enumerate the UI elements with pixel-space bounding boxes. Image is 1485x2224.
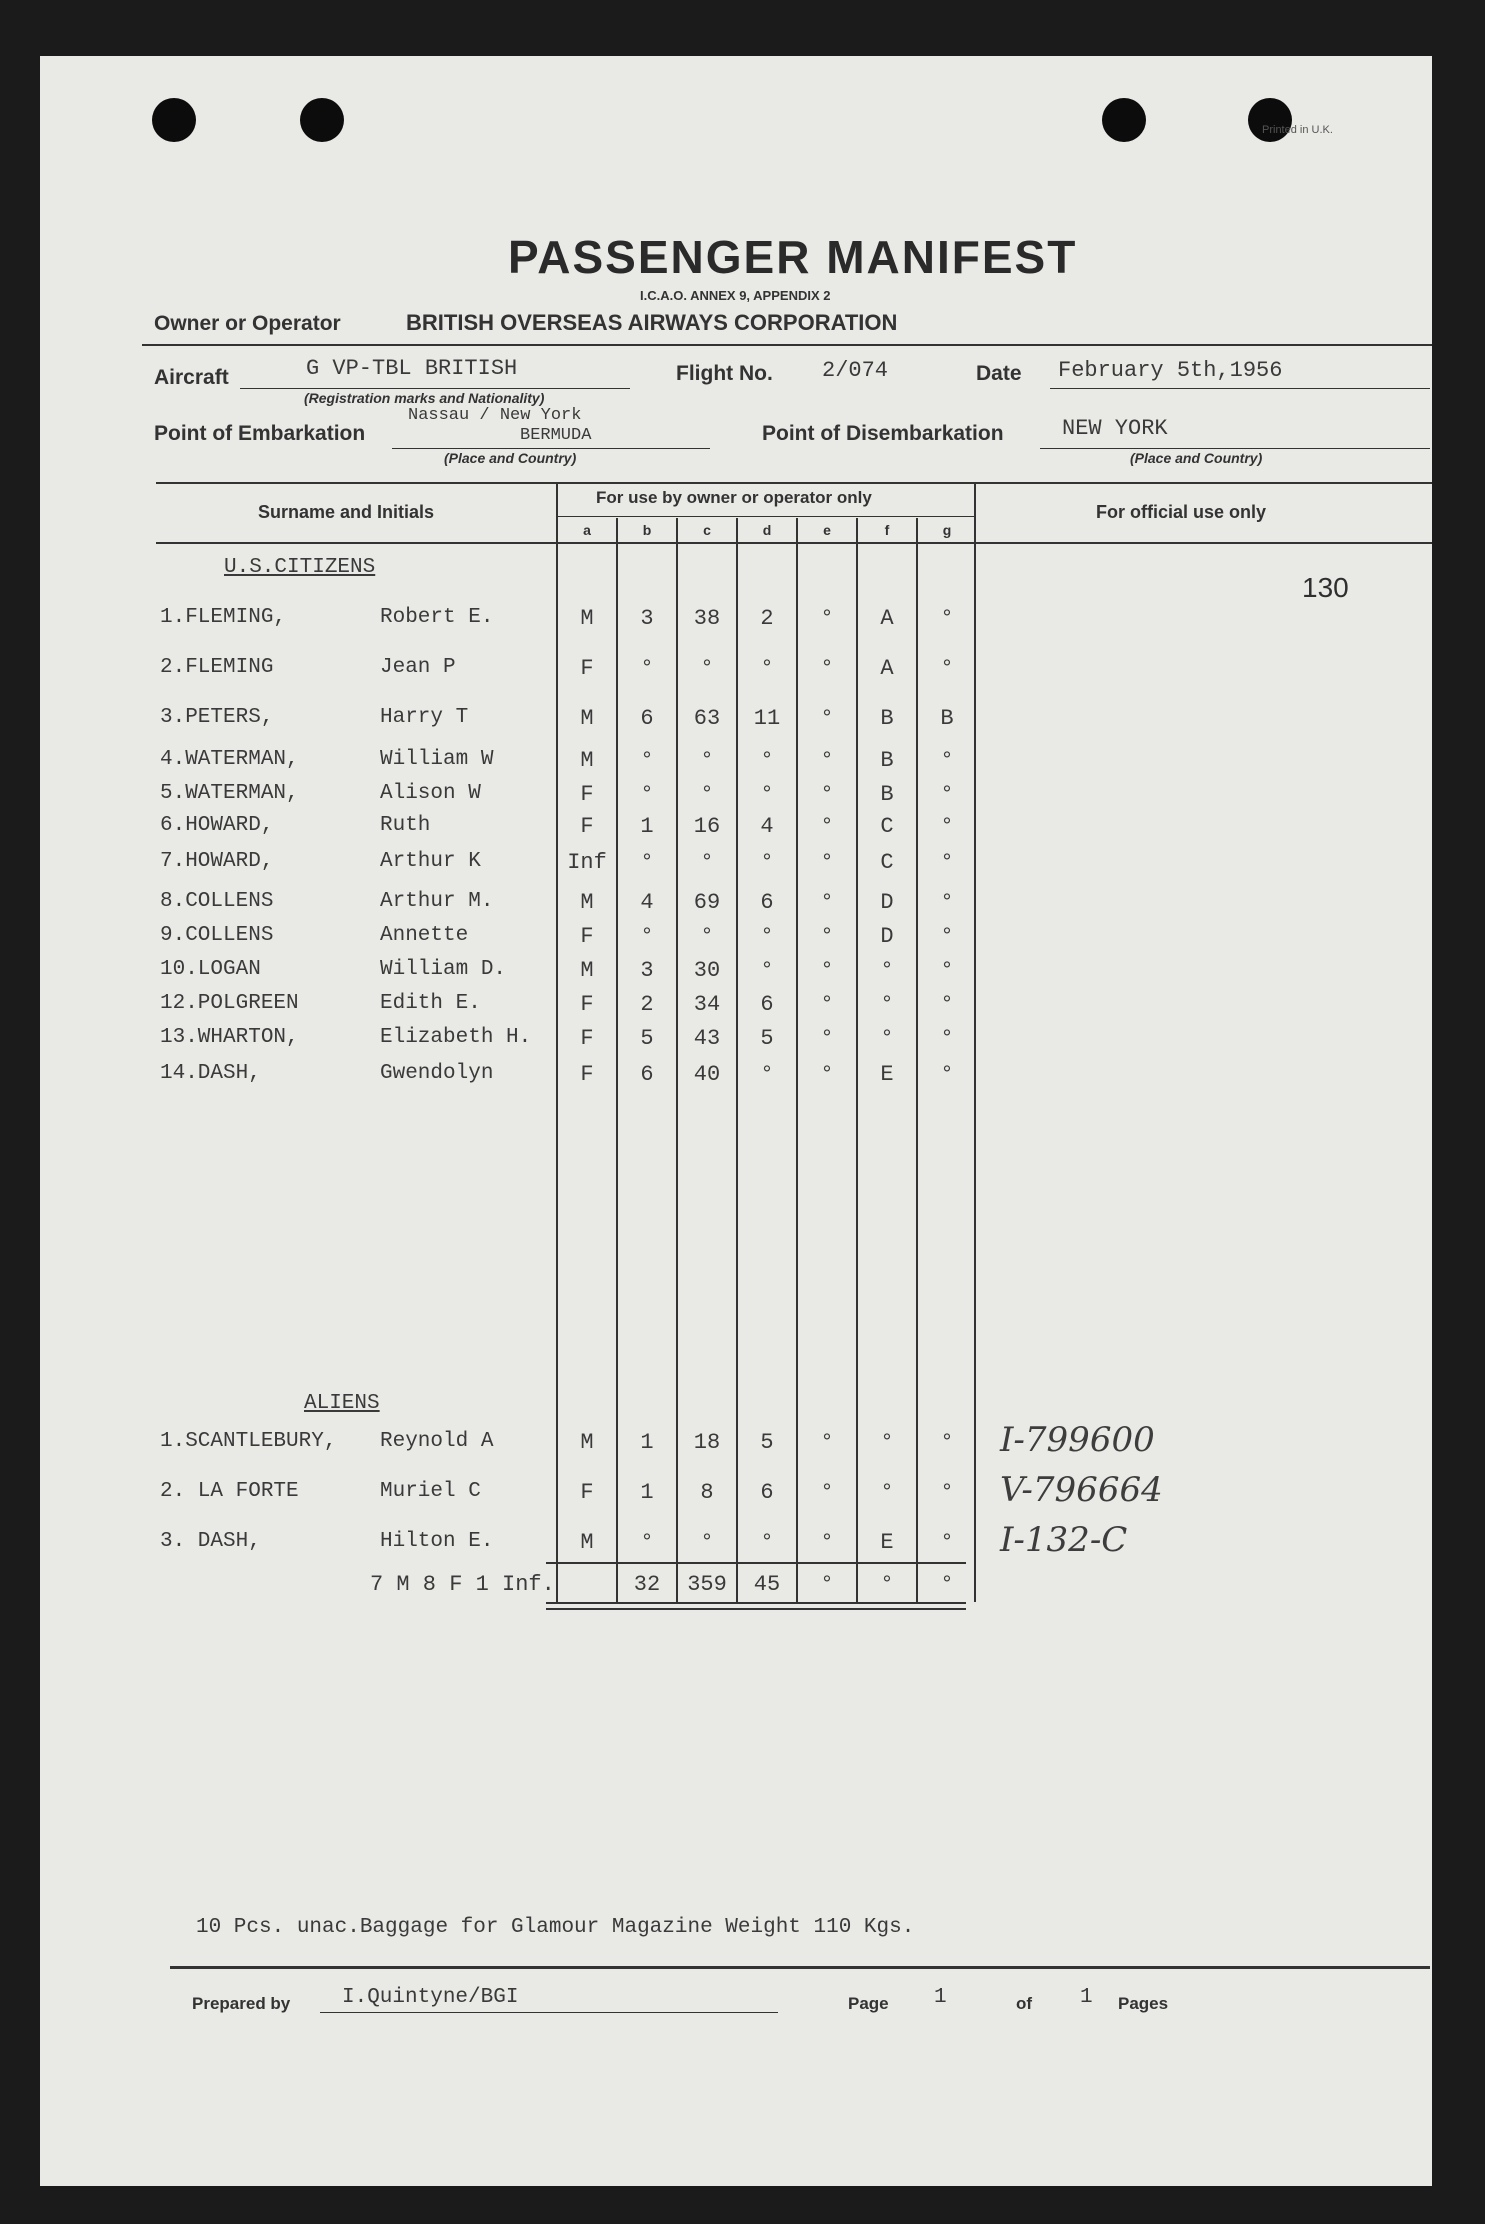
cell-col-a: F (580, 1026, 594, 1051)
cell-col-e: ° (820, 924, 834, 949)
cell-col-e: ° (820, 1062, 834, 1087)
cell-col-g: ° (940, 1026, 954, 1051)
cell-col-b: ° (640, 924, 654, 949)
totals-label: 7 M 8 F 1 Inf. (370, 1572, 555, 1597)
cell-col-f: ° (880, 1480, 894, 1505)
col-g-header: g (942, 522, 952, 538)
cell-col-b: 3 (640, 606, 654, 631)
cell-col-a: M (580, 606, 594, 631)
page-label: Page (848, 1994, 889, 2013)
official-number: 130 (1302, 572, 1349, 603)
col-b-header: b (642, 522, 652, 538)
prepared-value: I.Quintyne/BGI (342, 1986, 519, 2009)
passenger-surname: 10.LOGAN (160, 958, 261, 981)
cell-col-g: ° (940, 924, 954, 949)
cell-col-f: B (880, 748, 894, 773)
cell-col-d: ° (760, 782, 774, 807)
cell-col-b: 4 (640, 890, 654, 915)
cell-col-c: ° (700, 1530, 714, 1555)
passenger-surname: 1.SCANTLEBURY, (160, 1430, 337, 1453)
aircraft-label: Aircraft (154, 366, 229, 389)
col-c-header: c (703, 522, 711, 538)
col-a-header: a (583, 522, 591, 538)
cell-col-g: ° (940, 1480, 954, 1505)
official-handwritten-number: I-132-C (1000, 1520, 1128, 1560)
passenger-surname: 13.WHARTON, (160, 1026, 299, 1049)
cell-col-e: ° (820, 890, 834, 915)
cell-col-d: 2 (760, 606, 774, 631)
cell-col-f: B (880, 706, 894, 731)
passenger-given-name: Hilton E. (380, 1530, 494, 1553)
page-subtitle: I.C.A.O. ANNEX 9, APPENDIX 2 (640, 288, 831, 303)
cell-col-e: ° (820, 606, 834, 631)
passenger-given-name: Alison W (380, 782, 481, 805)
col-e-header: e (823, 522, 831, 538)
passenger-surname: 9.COLLENS (160, 924, 274, 947)
aircraft-note: (Registration marks and Nationality) (304, 390, 545, 406)
punch-hole (152, 98, 196, 142)
cell-col-d: ° (760, 748, 774, 773)
corner-note: Printed in U.K. (1262, 124, 1333, 136)
cell-col-f: C (880, 814, 894, 839)
embarkation-label: Point of Embarkation (154, 422, 366, 445)
cell-col-c: ° (700, 850, 714, 875)
cell-col-e: ° (820, 850, 834, 875)
passenger-given-name: Arthur M. (380, 890, 494, 913)
passenger-surname: 1.FLEMING, (160, 606, 287, 629)
cell-col-f: ° (880, 992, 894, 1017)
cell-col-b: ° (640, 850, 654, 875)
passenger-given-name: William W (380, 748, 494, 771)
official-handwritten-number: V-796664 (1000, 1470, 1163, 1510)
passenger-given-name: Jean P (380, 656, 456, 679)
cell-col-d: 4 (760, 814, 774, 839)
cell-col-c: 8 (700, 1480, 714, 1505)
cell-col-e: ° (820, 1430, 834, 1455)
cell-col-g: ° (940, 814, 954, 839)
cell-col-c: 38 (693, 606, 721, 631)
cell-col-g: ° (940, 1530, 954, 1555)
cell-col-b: 1 (640, 814, 654, 839)
flight-label: Flight No. (676, 362, 773, 385)
official-handwritten-number: I-799600 (1000, 1420, 1155, 1460)
cell-col-b: ° (640, 748, 654, 773)
cell-col-c: 43 (693, 1026, 721, 1051)
cell-col-f: D (880, 924, 894, 949)
cell-col-e: ° (820, 748, 834, 773)
cell-col-c: ° (700, 924, 714, 949)
section-aliens: ALIENS (304, 1392, 380, 1415)
cell-col-c: 16 (693, 814, 721, 839)
cell-col-a: F (580, 656, 594, 681)
passenger-given-name: Gwendolyn (380, 1062, 494, 1085)
cell-col-d: 6 (760, 1480, 774, 1505)
cell-col-g: ° (940, 656, 954, 681)
cell-col-a: F (580, 1062, 594, 1087)
passenger-given-name: Muriel C (380, 1480, 481, 1503)
cell-col-a: F (580, 992, 594, 1017)
date-label: Date (976, 362, 1022, 385)
cell-col-b: 1 (640, 1430, 654, 1455)
cell-col-f: A (880, 656, 894, 681)
passenger-given-name: Arthur K (380, 850, 481, 873)
passenger-given-name: Elizabeth H. (380, 1026, 532, 1049)
cell-col-e: ° (820, 814, 834, 839)
passenger-surname: 6.HOWARD, (160, 814, 274, 837)
total-cell-col-e: ° (820, 1572, 834, 1597)
cell-col-c: ° (700, 656, 714, 681)
cell-col-f: ° (880, 1430, 894, 1455)
cell-col-f: ° (880, 1026, 894, 1051)
cell-col-a: M (580, 958, 594, 983)
cell-col-c: 30 (693, 958, 721, 983)
cell-col-g: ° (940, 992, 954, 1017)
cell-col-b: ° (640, 1530, 654, 1555)
surname-header: Surname and Initials (258, 502, 435, 522)
passenger-given-name: Reynold A (380, 1430, 494, 1453)
total-cell-col-f: ° (880, 1572, 894, 1597)
cell-col-a: F (580, 924, 594, 949)
col-d-header: d (762, 522, 772, 538)
flight-value: 2/074 (822, 358, 889, 383)
total-cell-col-b: 32 (633, 1572, 661, 1597)
cell-col-g: ° (940, 890, 954, 915)
cell-col-d: ° (760, 850, 774, 875)
cell-col-f: B (880, 782, 894, 807)
cell-col-f: D (880, 890, 894, 915)
cell-col-e: ° (820, 992, 834, 1017)
operator-header: For use by owner or operator only (596, 488, 872, 507)
passenger-surname: 5.WATERMAN, (160, 782, 299, 805)
cell-col-b: 3 (640, 958, 654, 983)
cell-col-d: 11 (753, 706, 781, 731)
cell-col-d: ° (760, 1062, 774, 1087)
disembarkation-value: NEW YORK (1062, 416, 1168, 441)
cell-col-f: E (880, 1530, 894, 1555)
cell-col-e: ° (820, 706, 834, 731)
cell-col-c: 63 (693, 706, 721, 731)
of-value: 1 (1080, 1986, 1093, 2009)
baggage-note: 10 Pcs. unac.Baggage for Glamour Magazine Weight 110 Kgs. (196, 1916, 915, 1939)
passenger-surname: 2.FLEMING (160, 656, 274, 679)
cell-col-e: ° (820, 782, 834, 807)
official-header: For official use only (1096, 502, 1267, 522)
cell-col-d: ° (760, 1530, 774, 1555)
cell-col-g: ° (940, 606, 954, 631)
aircraft-value: G VP-TBL BRITISH (306, 356, 518, 381)
cell-col-f: A (880, 606, 894, 631)
embarkation-value: Nassau / New York (408, 406, 582, 425)
cell-col-g: ° (940, 850, 954, 875)
cell-col-b: 6 (640, 1062, 654, 1087)
cell-col-g: ° (940, 1062, 954, 1087)
cell-col-a: M (580, 890, 594, 915)
passenger-given-name: Harry T (380, 706, 469, 729)
passenger-surname: 14.DASH, (160, 1062, 261, 1085)
passenger-given-name: William D. (380, 958, 507, 981)
passenger-surname: 2. LA FORTE (160, 1480, 299, 1503)
embarkation-note: (Place and Country) (444, 450, 577, 466)
cell-col-a: M (580, 1530, 594, 1555)
cell-col-c: ° (700, 782, 714, 807)
cell-col-g: B (940, 706, 954, 731)
cell-col-f: ° (880, 958, 894, 983)
cell-col-d: 5 (760, 1026, 774, 1051)
cell-col-d: 6 (760, 992, 774, 1017)
cell-col-g: ° (940, 782, 954, 807)
cell-col-a: F (580, 782, 594, 807)
cell-col-e: ° (820, 958, 834, 983)
section-us-citizens: U.S.CITIZENS (224, 556, 376, 579)
cell-col-c: ° (700, 748, 714, 773)
cell-col-c: 40 (693, 1062, 721, 1087)
cell-col-d: ° (760, 656, 774, 681)
cell-col-a: M (580, 706, 594, 731)
cell-col-g: ° (940, 1430, 954, 1455)
cell-col-a: M (580, 748, 594, 773)
total-cell-col-g: ° (940, 1572, 954, 1597)
cell-col-b: ° (640, 782, 654, 807)
cell-col-d: ° (760, 924, 774, 949)
page-title: PASSENGER MANIFEST (508, 231, 1078, 283)
date-value: February 5th,1956 (1058, 358, 1283, 383)
cell-col-e: ° (820, 1480, 834, 1505)
cell-col-a: F (580, 1480, 594, 1505)
pages-label: Pages (1118, 1994, 1169, 2013)
cell-col-a: Inf (567, 850, 607, 875)
passenger-surname: 7.HOWARD, (160, 850, 274, 873)
passenger-surname: 4.WATERMAN, (160, 748, 299, 771)
punch-hole (300, 98, 344, 142)
passenger-surname: 8.COLLENS (160, 890, 274, 913)
passenger-given-name: Edith E. (380, 992, 481, 1015)
cell-col-b: 2 (640, 992, 654, 1017)
page-value: 1 (934, 1986, 947, 2009)
cell-col-e: ° (820, 1026, 834, 1051)
prepared-label: Prepared by (192, 1994, 291, 2013)
embarkation-value-2: BERMUDA (520, 426, 592, 445)
cell-col-e: ° (820, 656, 834, 681)
cell-col-b: ° (640, 656, 654, 681)
cell-col-c: 69 (693, 890, 721, 915)
punch-hole (1102, 98, 1146, 142)
cell-col-d: ° (760, 958, 774, 983)
cell-col-f: C (880, 850, 894, 875)
cell-col-f: E (880, 1062, 894, 1087)
total-cell-col-c: 359 (687, 1572, 727, 1597)
disembarkation-label: Point of Disembarkation (762, 422, 1004, 445)
cell-col-g: ° (940, 748, 954, 773)
total-cell-col-d: 45 (753, 1572, 781, 1597)
passenger-surname: 12.POLGREEN (160, 992, 299, 1015)
cell-col-a: M (580, 1430, 594, 1455)
disembarkation-note: (Place and Country) (1130, 450, 1263, 466)
passenger-surname: 3. DASH, (160, 1530, 261, 1553)
cell-col-a: F (580, 814, 594, 839)
owner-label: Owner or Operator (154, 312, 341, 335)
col-f-header: f (884, 522, 890, 538)
passenger-surname: 3.PETERS, (160, 706, 274, 729)
cell-col-d: 5 (760, 1430, 774, 1455)
passenger-given-name: Ruth (380, 814, 431, 837)
cell-col-e: ° (820, 1530, 834, 1555)
of-label: of (1016, 1994, 1033, 2013)
cell-col-b: 6 (640, 706, 654, 731)
cell-col-b: 5 (640, 1026, 654, 1051)
cell-col-c: 18 (693, 1430, 721, 1455)
owner-value: BRITISH OVERSEAS AIRWAYS CORPORATION (406, 310, 898, 335)
cell-col-d: 6 (760, 890, 774, 915)
cell-col-c: 34 (693, 992, 721, 1017)
passenger-given-name: Annette (380, 924, 469, 947)
manifest-sheet (40, 56, 1432, 2186)
cell-col-g: ° (940, 958, 954, 983)
passenger-given-name: Robert E. (380, 606, 494, 629)
cell-col-b: 1 (640, 1480, 654, 1505)
